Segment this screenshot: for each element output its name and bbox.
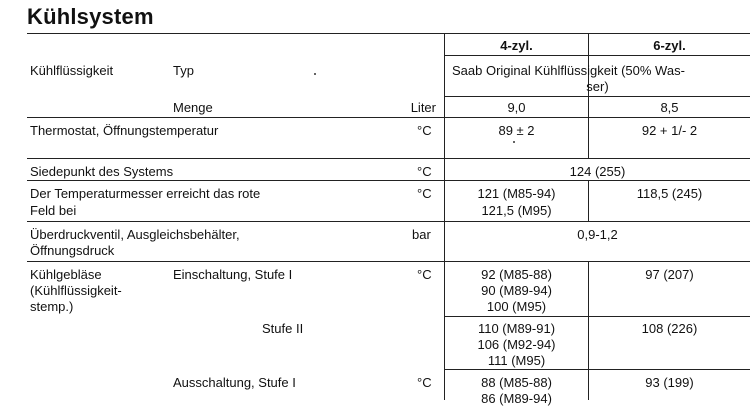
ueberdruck-label-line1: Überdruckventil, Ausgleichsbehälter, — [30, 227, 240, 242]
aus1-4-line2: 86 (M89-94) — [481, 391, 552, 406]
stray-dot — [314, 73, 316, 75]
temp-6: 118,5 (245) — [636, 186, 703, 201]
header-6-zyl: 6-zyl. — [653, 38, 686, 53]
header-4-zyl: 4-zyl. — [500, 38, 533, 53]
coolant-label: Kühlflüssigkeit — [30, 63, 114, 78]
temp-label-line2: Feld bei — [30, 203, 77, 218]
siede-value: 124 (255) — [569, 164, 626, 179]
temp-4-line2: 121,5 (M95) — [481, 203, 552, 218]
aus1-4-line1: 88 (M85-88) — [481, 375, 552, 390]
rule-after-temp — [27, 221, 750, 222]
fan-label-line1: Kühlgebläse — [30, 267, 102, 282]
page-title: Kühlsystem — [27, 4, 154, 29]
fan-label-line3: stemp.) — [30, 299, 74, 314]
menge-6: 8,5 — [660, 100, 679, 115]
fan-label-line2: (Kühlflüssigkeit- — [30, 283, 122, 298]
stufe2-4-line3: 111 (M95) — [487, 353, 546, 368]
ein1-4-line3: 100 (M95) — [486, 299, 547, 314]
typ-label: Typ — [173, 63, 194, 78]
ein1-4-line2: 90 (M89-94) — [481, 283, 552, 298]
ueberdruck-value: 0,9-1,2 — [577, 227, 618, 242]
aus1-6: 93 (199) — [645, 375, 694, 390]
ein1-unit: °C — [417, 267, 432, 282]
temp-unit: °C — [417, 186, 432, 201]
table-top-rule — [27, 33, 750, 34]
menge-label: Menge — [173, 100, 213, 115]
ein1-4-line1: 92 (M85-88) — [481, 267, 552, 282]
thermostat-unit: °C — [417, 123, 432, 138]
temp-4-line1: 121 (M85-94) — [477, 186, 556, 201]
stufe2-4-line1: 110 (M89-91) — [477, 321, 556, 336]
stray-dot-2 — [513, 141, 515, 143]
menge-unit: Liter — [410, 100, 436, 115]
rule-after-stufe2 — [445, 369, 750, 370]
aus1-label: Ausschaltung, Stufe I — [173, 375, 296, 390]
ueberdruck-unit: bar — [412, 227, 431, 242]
stufe2-4-line2: 106 (M92-94) — [477, 337, 556, 352]
menge-4: 9,0 — [507, 100, 526, 115]
thermostat-label: Thermostat, Öffnungstemperatur — [30, 123, 219, 138]
stufe2-6: 108 (226) — [641, 321, 698, 336]
ueberdruck-label-line2: Öffnungsdruck — [30, 243, 115, 258]
temp-label-line1: Der Temperaturmesser erreicht das rote — [30, 186, 261, 201]
ein1-label: Einschaltung, Stufe I — [173, 267, 293, 282]
siede-label: Siedepunkt des Systems — [30, 164, 174, 179]
typ-value-line2: ser) — [586, 79, 609, 94]
stufe2-label: Stufe II — [262, 321, 304, 336]
header-rule — [445, 55, 750, 56]
ein1-6: 97 (207) — [645, 267, 694, 282]
thermostat-4: 89 ± 2 — [498, 123, 535, 138]
siede-unit: °C — [417, 164, 432, 179]
aus1-unit: °C — [417, 375, 432, 390]
typ-value-line1: Saab Original Kühlflüssigkeit (50% Was- — [452, 63, 685, 78]
rule-after-typ — [445, 96, 750, 97]
rule-after-siede — [27, 180, 750, 181]
rule-after-ueberdruck — [27, 261, 750, 262]
rule-after-ein1 — [445, 316, 750, 317]
rule-after-menge — [27, 117, 750, 118]
rule-after-thermostat — [27, 158, 750, 159]
thermostat-6: 92 + 1/- 2 — [641, 123, 698, 138]
